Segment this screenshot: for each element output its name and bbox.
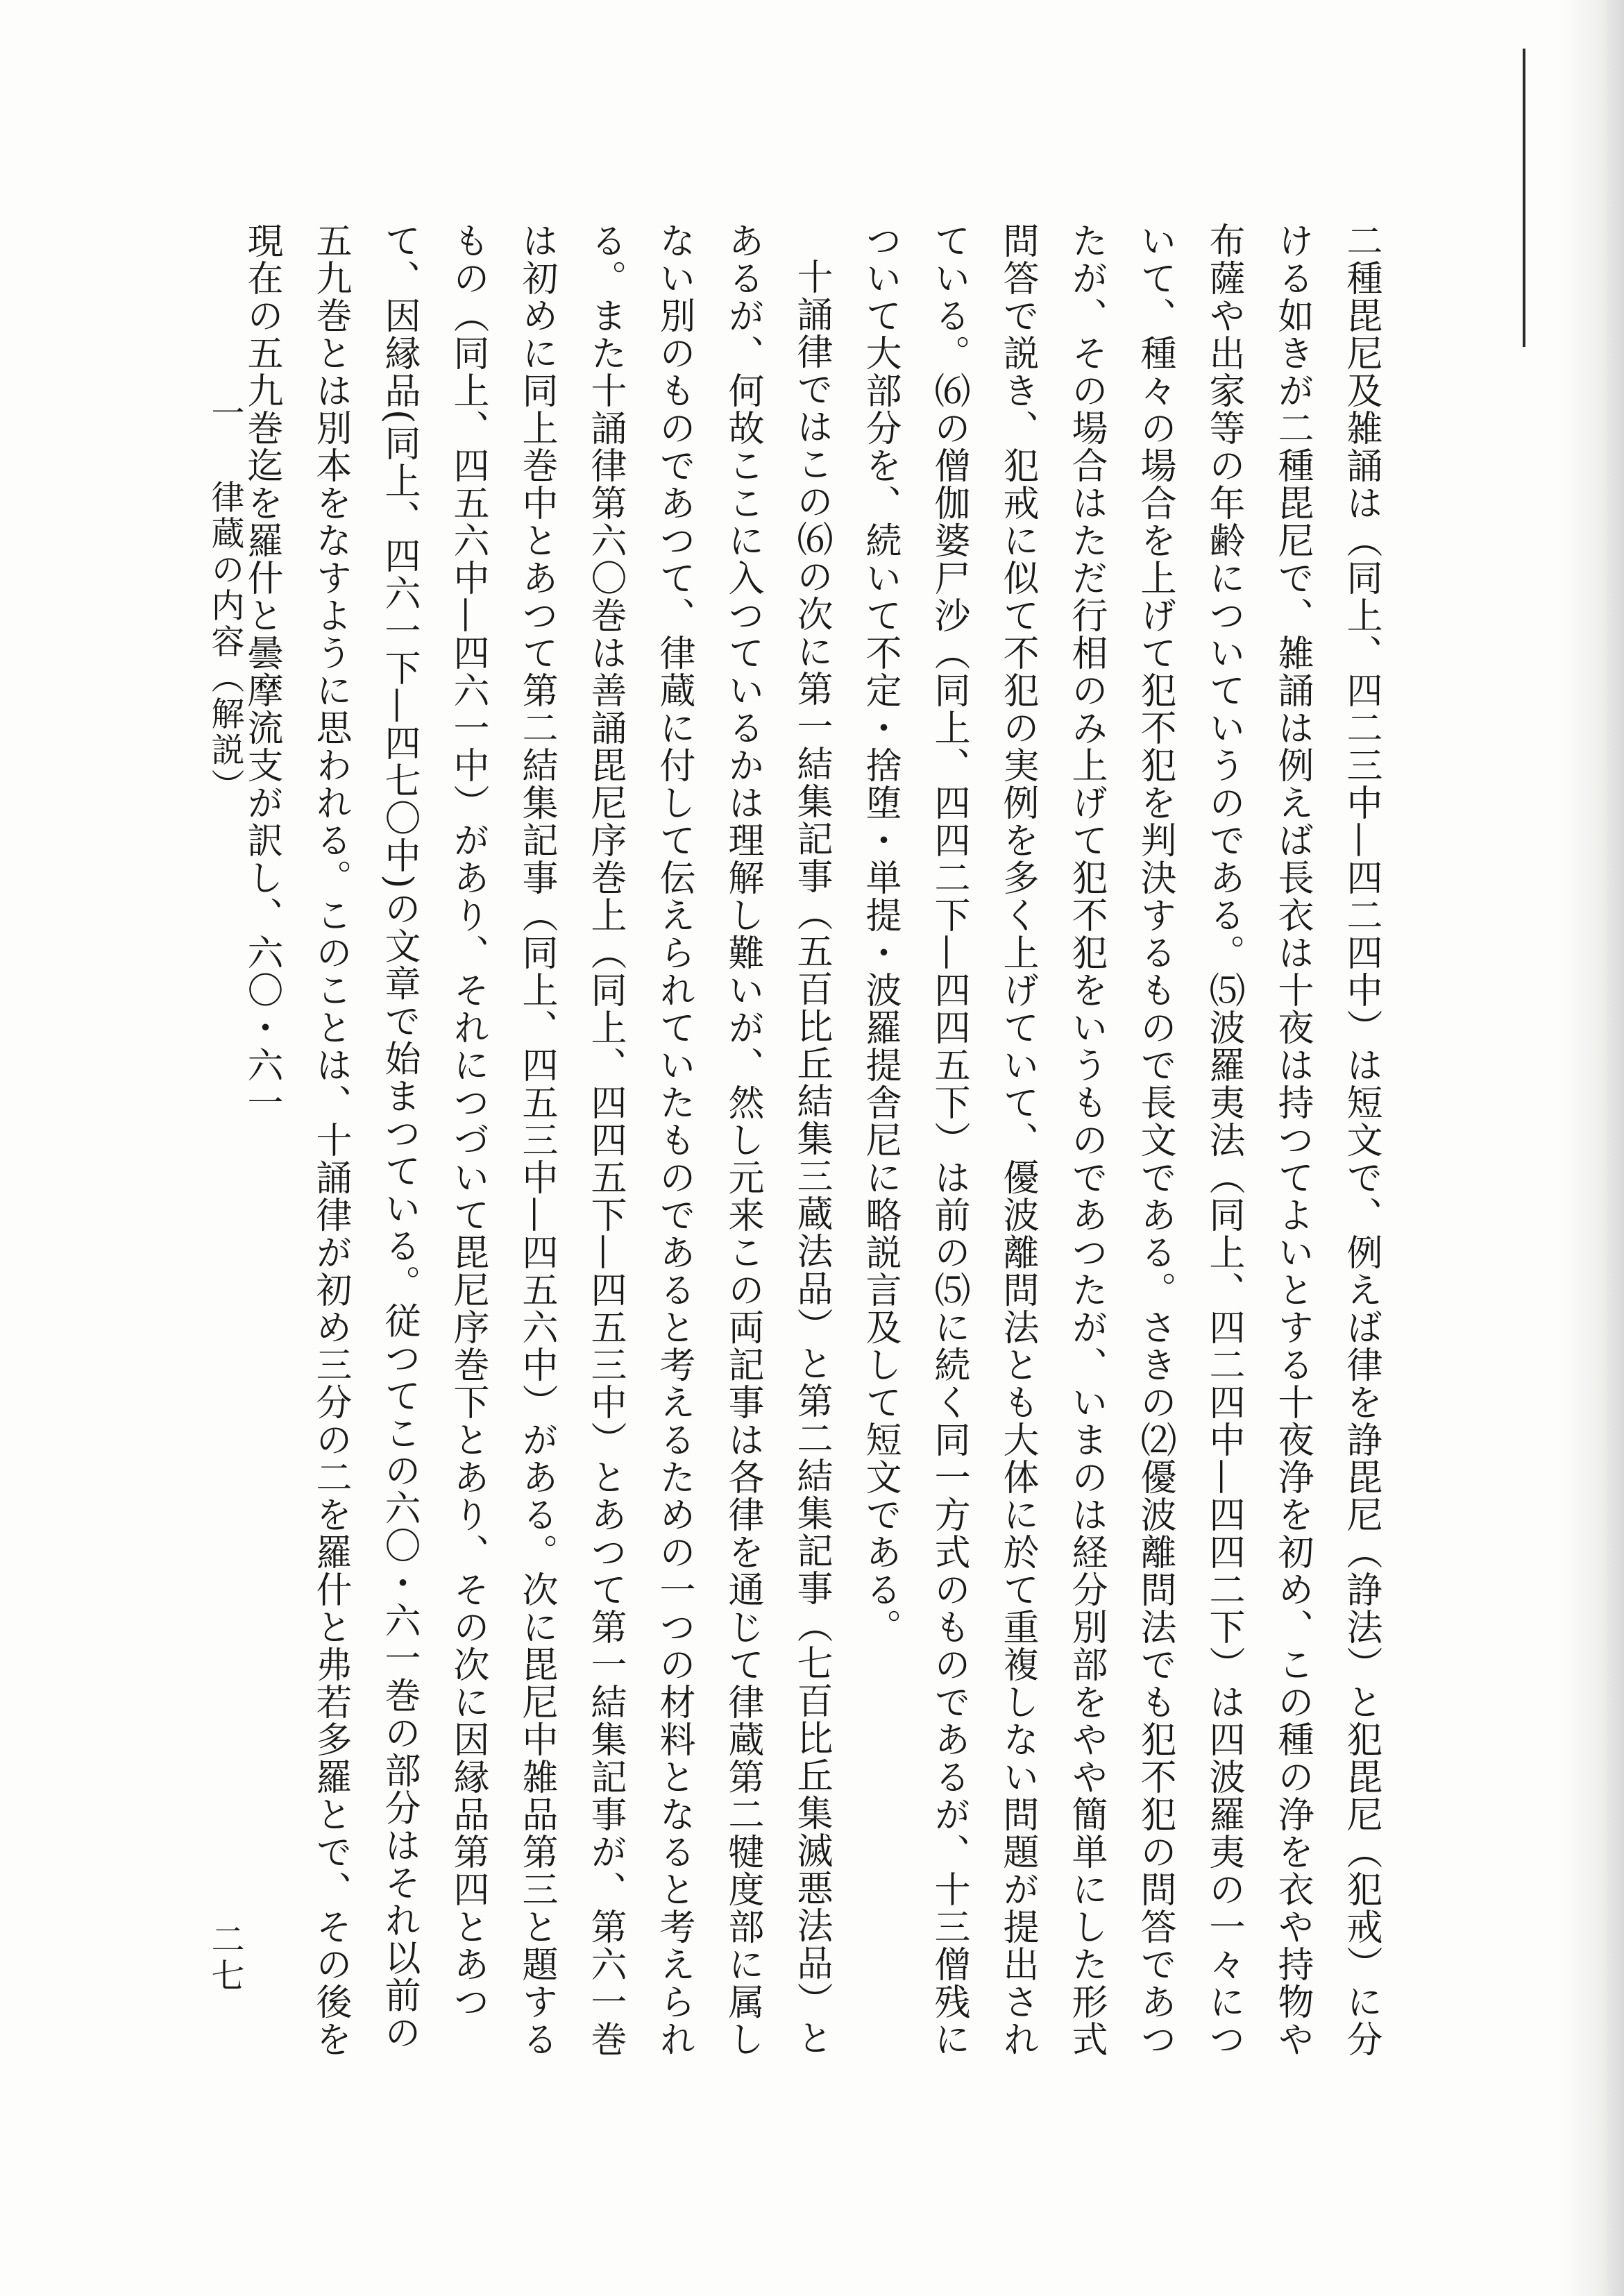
- page-number: 二七: [205, 1922, 244, 1994]
- chapter-number: 一: [205, 396, 244, 432]
- body-text: [160, 222, 1395, 2068]
- paragraph-2: 十誦律ではこの⑹の次に第一結集記事（五百比丘結集三蔵法品）と第二結集記事（七百比丘集滅悪法品）とあるが、何故ここに入つているかは理解し難いが、然し元来この両記事は各律を通じて律蔵第二犍度部に属しない別のものであつて、律蔵に付して伝えられていたものであると考えるための一つの材料となると考えられる。また十誦律第六〇巻は善誦毘尼序巻上（同上、四四五下—四五三中）とあつて第一結集記事が、第六一巻は初めに同上巻中とあつて第二結集記事（同上、四五三中—四五六中）がある。次に毘尼中雑品第三と題するもの（同上、四五六中—四六一中）があり、それにつづいて毘尼序巻下とあり、その次に因縁品第四とあつて、因縁品(同上、四六一下—四七〇中)の文章で始まつている。従つてこの六〇・六一巻の部分はそれ以前の五九巻とは別本をなすように思われる。このことは、十誦律が初め三分の二を羅什と弗若多羅とで、その後を現在の五九巻迄を羅什と曇摩流支が訳し、六〇・六一: [241, 222, 832, 2058]
- paragraph-1: 二種毘尼及雑誦は（同上、四二三中—四二四中）は短文で、例えば律を諍毘尼（諍法）と犯毘尼（犯戒）に分ける如きが二種毘尼で、雑誦は例えば長衣は十夜は持つてよいとする十夜浄を初め、この種の浄を衣や持物や布薩や出家等の年齢についていうのである。⑸波羅夷法（同上、四二四中—四四二下）は四波羅夷の一々について、種々の場合を上げて犯不犯を判決するもので長文である。さきの⑵優波離問法でも犯不犯の問答であつたが、その場合はただ行相のみ上げて犯不犯をいうものであつたが、いまのは経分別部をやや簡単にした形式問答で説き、犯戒に似て不犯の実例を多く上げていて、優波離問法とも大体に於て重複しない問題が提出されている。⑹の僧伽婆尸沙（同上、四四二下—四四五下）は前の⑸に続く同一方式のものであるが、十三僧残について大部分を、続いて不定・捨堕・単提・波羅提舎尼に略説言及して短文である。: [859, 222, 1382, 2058]
- chapter-title: 律蔵の内容（解説）: [205, 479, 244, 805]
- page-edge-shadow: [1562, 0, 1624, 2296]
- running-head: [201, 396, 249, 1298]
- margin-rule: [1523, 49, 1525, 347]
